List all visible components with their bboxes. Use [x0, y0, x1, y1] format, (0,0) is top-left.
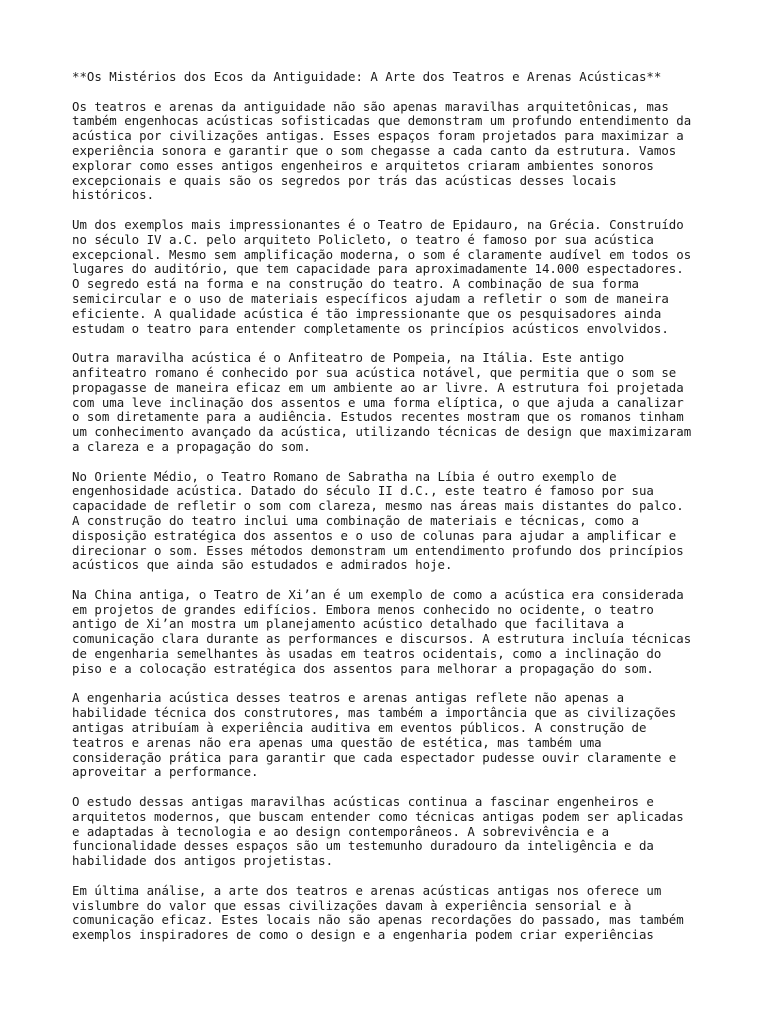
paragraph-line: aproveitar a performance.	[72, 764, 259, 780]
paragraph-4	[72, 470, 728, 574]
paragraph-line: piso e a colocação estratégica dos assentos para melhorar a propagação do som.	[72, 660, 654, 676]
paragraph-5	[72, 588, 728, 677]
paragraph-line: habilidade técnica dos construtores, mas também a importância que as civilizações	[72, 705, 677, 721]
paragraph-line: Na China antiga, o Teatro de Xi’an é um exemplo de como a acústica era considerada	[72, 586, 684, 602]
paragraph-6	[72, 691, 728, 780]
paragraph-line: explorar como esses antigos engenheiros e arquitetos criaram ambientes sonoros	[72, 157, 654, 173]
paragraph-line: arquitetos modernos, que buscam entender como técnicas antigas podem ser aplicadas	[72, 808, 684, 824]
paragraph-line: disposição estratégica dos assentos e o uso de colunas para ajudar a amplificar e	[72, 527, 677, 543]
paragraph-line: A construção do teatro inclui uma combinação de materiais e técnicas, como a	[72, 512, 639, 528]
paragraph-line: o som diretamente para a audiência. Estudos recentes mostram que os romanos tinham	[72, 409, 684, 425]
paragraph-line: semicircular e o uso de materiais específicos ajudam a refletir o som de maneira	[72, 290, 669, 306]
paragraph-8	[72, 884, 728, 943]
paragraph-line: um conhecimento avançado da acústica, utilizando técnicas de design que maximizaram	[72, 424, 692, 440]
paragraph-line: capacidade de refletir o som com clareza, mesmo nas áreas mais distantes do palco.	[72, 498, 684, 514]
paragraph-line: No Oriente Médio, o Teatro Romano de Sabratha na Líbia é outro exemplo de	[72, 468, 617, 484]
paragraph-7	[72, 795, 728, 869]
paragraph-line: consideração prática para garantir que cada espectador pudesse ouvir claramente e	[72, 749, 677, 765]
paragraph-1	[72, 100, 728, 204]
paragraph-line: e adaptadas à tecnologia e ao design contemporâneos. A sobrevivência e a	[72, 823, 610, 839]
paragraph-line: experiência sonora e garantir que o som chegasse a cada canto da estrutura. Vamos	[72, 142, 677, 158]
paragraph-line: funcionalidade desses espaços são um testemunho duradouro da inteligência e da	[72, 838, 654, 854]
paragraph-line: históricos.	[72, 187, 155, 203]
paragraph-line: Os teatros e arenas da antiguidade não são apenas maravilhas arquitetônicas, mas	[72, 98, 669, 114]
paragraph-line: direcionar o som. Esses métodos demonstram um entendimento profundo dos princípios	[72, 542, 684, 558]
paragraph-line: comunicação eficaz. Estes locais não são apenas recordações do passado, mas também	[72, 912, 684, 928]
paragraph-line: estudam o teatro para entender completamente os princípios acústicos envolvidos.	[72, 320, 669, 336]
paragraph-line: lugares do auditório, que tem capacidade para aproximadamente 14.000 espectadores.	[72, 261, 684, 277]
paragraph-line: Um dos exemplos mais impressionantes é o Teatro de Epidauro, na Grécia. Construído	[72, 216, 684, 232]
paragraph-line: antigas atribuíam à experiência auditiva em eventos públicos. A construção de	[72, 720, 647, 736]
paragraph-2	[72, 218, 728, 336]
paragraph-line: antigo de Xi’an mostra um planejamento acústico detalhado que facilitava a	[72, 616, 625, 632]
paragraph-line: vislumbre do valor que essas civilizações davam à experiência sensorial e à	[72, 897, 632, 913]
paragraph-line: com uma leve inclinação dos assentos e uma forma elíptica, o que ajuda a canalizar	[72, 394, 684, 410]
paragraph-line: excepcional. Mesmo sem amplificação moderna, o som é claramente audível em todos os	[72, 246, 692, 262]
paragraph-3	[72, 351, 728, 455]
paragraph-line: anfiteatro romano é conhecido por sua acústica notável, que permitia que o som se	[72, 364, 677, 380]
paragraph-line: no século IV a.C. pelo arquiteto Policleto, o teatro é famoso por sua acústica	[72, 231, 654, 247]
paragraph-line: a clareza e a propagação do som.	[72, 438, 311, 454]
paragraph-line: exemplos inspiradores de como o design e a engenharia podem criar experiências	[72, 927, 654, 943]
paragraph-line: teatros e arenas não era apenas uma questão de estética, mas também uma	[72, 734, 602, 750]
document-title: **Os Mistérios dos Ecos da Antiguidade: A Arte dos Teatros e Arenas Acústicas**	[72, 69, 662, 84]
paragraph-line: também engenhocas acústicas sofisticadas que demonstram um profundo entendimento da	[72, 113, 692, 129]
paragraph-line: acústicos que ainda são estudados e admirados hoje.	[72, 557, 453, 573]
paragraph-line: habilidade dos antigos projetistas.	[72, 853, 334, 869]
paragraph-line: Em última análise, a arte dos teatros e arenas acústicas antigas nos oferece um	[72, 882, 662, 898]
paragraph-line: de engenharia semelhantes às usadas em teatros ocidentais, como a inclinação do	[72, 646, 662, 662]
paragraph-line: Outra maravilha acústica é o Anfiteatro de Pompeia, na Itália. Este antigo	[72, 350, 625, 366]
paragraph-line: acústica por civilizações antigas. Esses espaços foram projetados para maximizar a	[72, 128, 684, 144]
paragraph-line: O estudo dessas antigas maravilhas acústicas continua a fascinar engenheiros e	[72, 794, 654, 810]
paragraph-line: O segredo está na forma e na construção do teatro. A combinação de sua forma	[72, 276, 639, 292]
paragraph-line: eficiente. A qualidade acústica é tão impressionante que os pesquisadores ainda	[72, 305, 662, 321]
paragraph-line: em projetos de grandes edifícios. Embora menos conhecido no ocidente, o teatro	[72, 601, 654, 617]
paragraph-line: propagasse de maneira eficaz em um ambiente ao ar livre. A estrutura foi projetada	[72, 379, 684, 395]
paragraph-line: excepcionais e quais são os segredos por trás das acústicas desses locais	[72, 172, 617, 188]
paragraph-line: A engenharia acústica desses teatros e arenas antigas reflete não apenas a	[72, 690, 625, 706]
paragraph-line: engenhosidade acústica. Datado do século II d.C., este teatro é famoso por sua	[72, 483, 654, 499]
paragraph-line: comunicação clara durante as performances e discursos. A estrutura incluía técnicas	[72, 631, 692, 647]
